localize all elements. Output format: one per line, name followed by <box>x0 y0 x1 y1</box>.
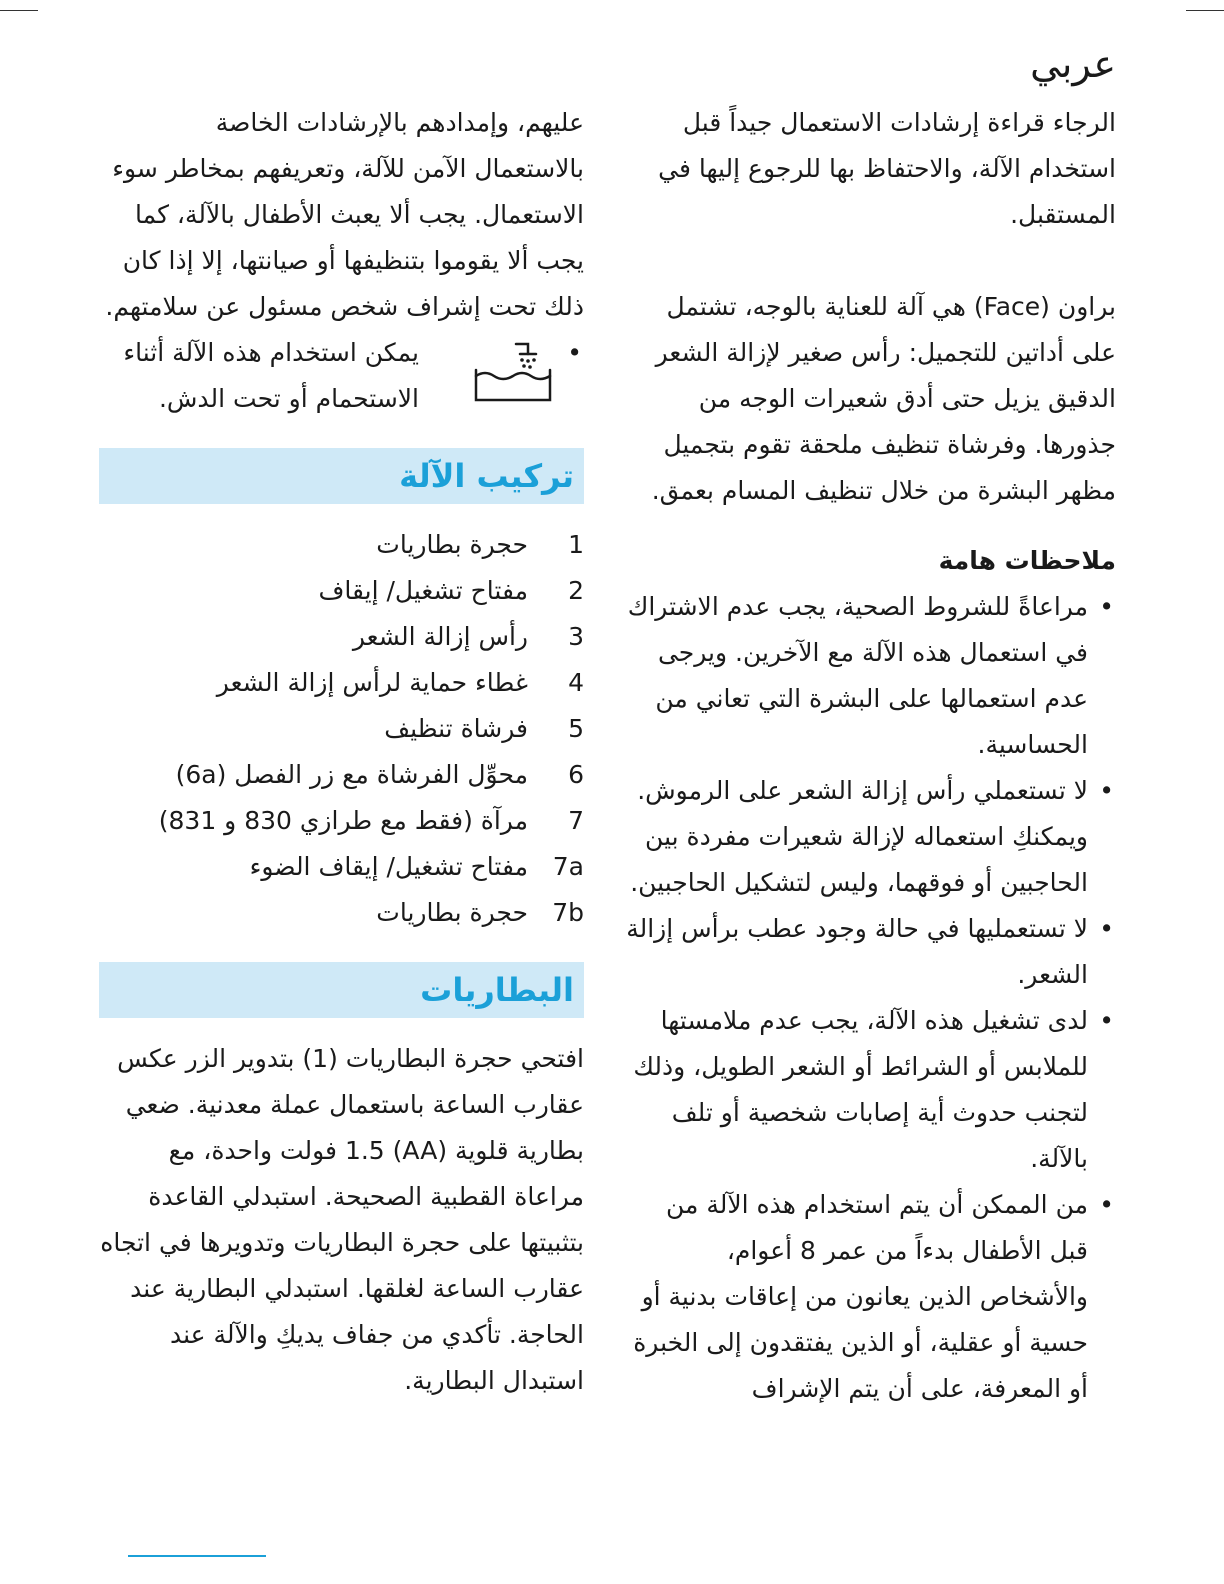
bullet: • <box>1099 776 1114 805</box>
note-text: مراعاةً للشروط الصحية، يجب عدم الاشتراك في استعمال هذه الآلة مع الآخرين. ويرجى عدم استعمالها على البشرة التي تعاني من الحساسية. <box>627 592 1088 759</box>
note-text: من الممكن أن يتم استخدام هذه الآلة من قبل الأطفال بدءاً من عمر 8 أعوام، والأشخاص الذين يعانون من إعاقات بدنية أو حسية أو عقلية، أو الذين يفتقدون إلى الخبرة أو المعرفة، على أن يتم الإشراف <box>633 1190 1088 1403</box>
part-number: 5 <box>568 714 584 743</box>
part-number: 7a <box>552 852 584 881</box>
part-label: مرآة (فقط مع طرازي 830 و 831) <box>158 806 528 835</box>
part-label: رأس إزالة الشعر <box>352 622 528 651</box>
description-paragraph: براون (Face) هي آلة للعناية بالوجه، تشتمل على أداتين للتجميل: رأس صغير لإزالة الشعر الدقيق يزيل حتى أدق شعيرات الوجه من جذورها. وفرشاة تنظيف ملحقة تقوم بتجميل مظهر البشرة من خلال تنظيف المسام بعمق. <box>651 292 1116 505</box>
bullet: • <box>1099 1190 1114 1219</box>
column-right <box>626 100 1116 1412</box>
note-item <box>626 1182 1116 1412</box>
part-label: مفتاح تشغيل/ إيقاف الضوء <box>249 852 528 881</box>
battery-paragraph: افتحي حجرة البطاريات (1) بتدوير الزر عكس عقارب الساعة باستعمال عملة معدنية. ضعي بطارية قلوية (AA) 1.5 فولت واحدة، مع مراعاة القطبية الصحيحة. استبدلي القاعدة بتثبيتها على حجرة البطاريات وتدويرها في اتجاه عقارب الساعة لغلقها. استبدلي البطارية عند الحاجة. تأكدي من جفاف يديكِ والآلة عند استبدال البطارية. <box>100 1044 584 1395</box>
notes-heading: ملاحظات هامة <box>938 546 1116 575</box>
note-item <box>626 906 1116 998</box>
bullet: • <box>1099 914 1114 943</box>
part-number: 2 <box>568 576 584 605</box>
crop-mark-top-left <box>0 10 38 11</box>
note-item <box>626 998 1116 1182</box>
part-number: 4 <box>568 668 584 697</box>
part-item <box>99 706 584 752</box>
part-item <box>99 568 584 614</box>
notes-list <box>626 584 1116 1412</box>
notes-continuation: عليهم، وإمدادهم بالإرشادات الخاصة بالاستعمال الآمن للآلة، وتعريفهم بمخاطر سوء الاستعمال. يجب ألا يعبث الأطفال بالآلة، كما يجب ألا يقوموا بتنظيفها أو صيانتها، إلا إذا كان ذلك تحت إشراف شخص مسئول عن سلامتهم. <box>105 108 584 321</box>
part-label: مفتاح تشغيل/ إيقاف <box>318 576 528 605</box>
battery-section-heading: البطاريات <box>99 962 584 1018</box>
note-text: لا تستعمليها في حالة وجود عطب برأس إزالة الشعر. <box>626 914 1088 989</box>
note-item <box>626 584 1116 768</box>
parts-list <box>99 522 584 936</box>
part-number: 1 <box>568 530 584 559</box>
part-number: 7b <box>552 898 584 927</box>
intro-paragraph: الرجاء قراءة إرشادات الاستعمال جيداً قبل استخدام الآلة، والاحتفاظ بها للرجوع إليها في المستقبل. <box>658 108 1116 229</box>
part-label: حجرة بطاريات <box>376 530 528 559</box>
part-label: غطاء حماية لرأس إزالة الشعر <box>216 668 528 697</box>
footer-rule <box>128 1555 266 1557</box>
shower-note-text: يمكن استخدام هذه الآلة أثناء الاستحمام أو تحت الدش. <box>123 338 419 413</box>
device-section-heading: تركيب الآلة <box>99 448 584 504</box>
shower-bath-icon <box>470 336 556 406</box>
part-item <box>99 660 584 706</box>
crop-mark-top-right <box>1186 10 1224 11</box>
part-number: 6 <box>568 760 584 789</box>
bullet: • <box>567 338 582 367</box>
column-left <box>99 100 584 1404</box>
bullet: • <box>1099 592 1114 621</box>
note-text: لدى تشغيل هذه الآلة، يجب عدم ملامستها للملابس أو الشرائط أو الشعر الطويل، وذلك لتجنب حدوث أية إصابات شخصية أو تلف بالآلة. <box>633 1006 1088 1173</box>
part-item <box>99 844 584 890</box>
part-item <box>99 798 584 844</box>
part-label: فرشاة تنظيف <box>384 714 528 743</box>
part-item <box>99 752 584 798</box>
shower-note <box>99 330 584 422</box>
part-label: محوِّل الفرشاة مع زر الفصل (6a) <box>175 760 528 789</box>
part-number: 3 <box>568 622 584 651</box>
part-number: 7 <box>568 806 584 835</box>
bullet: • <box>1099 1006 1114 1035</box>
page-title: عربي <box>1030 42 1116 86</box>
part-item <box>99 890 584 936</box>
note-text: لا تستعملي رأس إزالة الشعر على الرموش. ويمكنكِ استعماله لإزالة شعيرات مفردة بين الحاجبين أو فوقهما، وليس لتشكيل الحاجبين. <box>630 776 1088 897</box>
part-item <box>99 614 584 660</box>
part-item <box>99 522 584 568</box>
note-item <box>626 768 1116 906</box>
part-label: حجرة بطاريات <box>376 898 528 927</box>
